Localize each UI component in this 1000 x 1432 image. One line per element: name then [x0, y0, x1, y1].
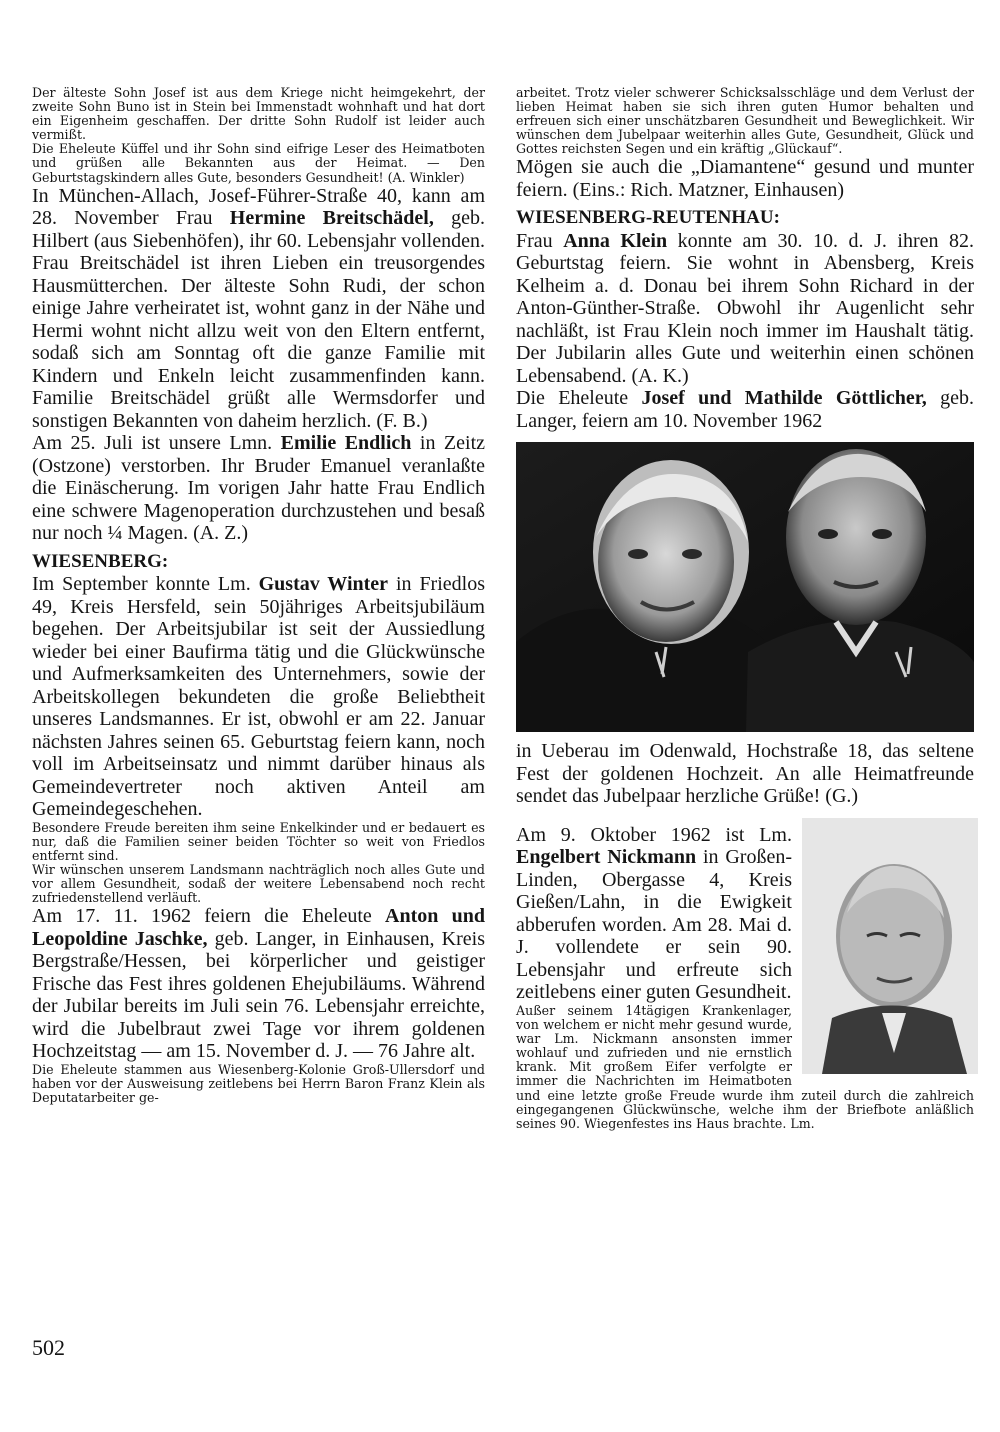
- paragraph-jaschke: Am 17. 11. 1962 feiern die Eheleute Anton und Leopoldine Jaschke, geb. Langer, in Einhausen, Kreis Bergstraße/Hessen, bei körperlicher und geistiger Frische das Fest ihres goldenen Ehejubiläums. Während der Jubilar bereits im Juli sein 76. Lebensjahr erreichte, wird die Jubelbraut zwei Tage vor ihrem goldenen Hochzeitstag — am 15. November d. J. — 76 Jahre alt.: [32, 905, 485, 1063]
- paragraph-winter: Im September konnte Lm. Gustav Winter in Friedlos 49, Kreis Hersfeld, sein 50jähriges Arbeitsjubiläum begehen. Der Arbeitsjubilar ist seit der Aussiedlung wieder bei einer Baufirma tätig und die Glückwünsche und Aufmerksamkeiten des Unternehmers, sowie der Arbeitskollegen bekundeten die große Beliebtheit unseres Landsmannes. Er ist, obwohl er am 22. Januar nächsten Jahres seinen 65. Geburtstag feiern kann, noch voll im Arbeitseinsatz und nimmt darüber hinaus als Gemeindevertreter noch aktiven Anteil am Gemeindegeschehen.: [32, 573, 485, 821]
- right-column: [516, 86, 974, 1131]
- name-anna-klein: Anna Klein: [563, 229, 668, 252]
- name-josef-mathilde-goettlicher: Josef und Mathilde Göttlicher,: [641, 387, 927, 410]
- heading-wiesenberg: WIESENBERG:: [32, 550, 169, 572]
- nickmann-block: [516, 824, 974, 1131]
- paragraph-endlich: Am 25. Juli ist unsere Lmn. Emilie Endlich in Zeitz (Ostzone) verstorben. Ihr Bruder Emanuel veranlaßte die Einäscherung. Im vorigen Jahr hatte Frau Endlich eine schwere Magenoperation durchzustehen und besaß nur noch ¼ Magen. (A. Z.): [32, 432, 486, 545]
- paragraph-breitschaedel: In München-Allach, Josef-Führer-Straße 40, kann am 28. November Frau Hermine Breitschädel, geb. Hilbert (aus Siebenhöfen), ihr 60. Lebensjahr vollenden. Frau Breitschädel ist ihren Lieben ein treusorgendes Hausmütterchen. Der älteste Sohn Rudi, der schon einige Jahre verheiratet ist, wohnt ganz in der Nähe und Hermi wohnt nicht allzu weit von den Eltern entfernt, sodaß sich am Sonntag oft die ganze Familie mit Kindern und Enkeln leicht zusammenfinden kann. Familie Breitschädel grüßt alle Wermsdorfer und sonstigen Bekannten von daheim herzlich. (F. B.): [32, 184, 485, 432]
- left-column: [32, 86, 485, 1105]
- paragraph-nickmann-cont: Außer seinem 14tägigen Krankenlager, von welchem er nicht mehr gesund wurde, war Lm. Nickmann ansonsten immer wohlauf und zufrieden und nie ernstlich krank. Mit großem Eifer verfolgte er immer die Nachrichten im Heimatboten und eine letzte große Freude wurde ihm zuteil durch die zahlreich eingegangenen Glückwünsche, welche ihm der Briefbote anläßlich seines 90. Wiegenfestes ins Haus brachte. Lm.: [516, 1002, 974, 1131]
- paragraph-nickmann: Am 9. Oktober 1962 ist Lm. Engelbert Nickmann in Großen-Linden, Obergasse 4, Kreis Gießen/Lahn, in die Ewigkeit abberufen worden. Am 28. Mai d. J. vollendete er sein 90. Lebensjahr und erfreute sich zeitlebens einer guten Gesundheit.: [516, 823, 793, 1004]
- paragraph-diamantene: Mögen sie auch die „Diamantene“ gesund und munter feiern. (Eins.: Rich. Matzner, Einhausen): [516, 156, 974, 201]
- paragraph-kueffel: Die Eheleute Küffel und ihr Sohn sind eifrige Leser des Heimatboten und grüßen alle Bekannten aus der Heimat. — Den Geburtstagskindern alles Gute, besonders Gesundheit! (A. Winkler): [32, 141, 485, 185]
- couple-photo: [516, 442, 974, 732]
- nickmann-photo: [802, 818, 978, 1074]
- name-hermine-breitschaedel: Hermine Breitschädel,: [229, 207, 434, 230]
- name-gustav-winter: Gustav Winter: [258, 573, 389, 596]
- name-emilie-endlich: Emilie Endlich: [280, 432, 412, 455]
- paragraph-wishes: Wir wünschen unserem Landsmann nachträglich noch alles Gute und vor allem Gesundheit, sodaß der weitere Lebensabend noch recht zufriedenstellend verläuft.: [32, 861, 485, 906]
- name-engelbert-nickmann: Engelbert Nickmann: [516, 846, 697, 869]
- page-number: 502: [32, 1335, 65, 1360]
- heading-wiesenberg-reutenhau: WIESENBERG-REUTENHAU:: [516, 207, 780, 229]
- paragraph-klein: Frau Anna Klein konnte am 30. 10. d. J. ihren 82. Geburtstag feiern. Sie wohnt in Abensberg, Kreis Kelheim a. d. Donau bei ihrem Sohn Richard in der Anton-Günther-Straße. Obwohl ihr Augenlicht sehr nachläßt, ist Frau Klein noch immer im Haushalt tätig. Der Jubilarin alles Gute und weiterhin einen schönen Lebensabend. (A. K.): [516, 229, 974, 387]
- paragraph-jaschke-cont: arbeitet. Trotz vieler schwerer Schicksalsschläge und dem Verlust der lieben Heimat haben sie sich ihren guten Humor behalten und erfreuen sich einer unschätzbaren Gesundheit und Beweglichkeit. Wir wünschen dem Jubelpaar weiterhin alles Gute, Gesundheit, Glück und Gottes reichsten Segen und ein kräftig „Glückauf“.: [516, 85, 974, 157]
- paragraph-sons: Der älteste Sohn Josef ist aus dem Kriege nicht heimgekehrt, der zweite Sohn Buno ist in Stein bei Immenstadt wohnhaft und hat dort ein Eigenheim geschaffen. Der dritte Sohn Rudolf ist leider auch vermißt.: [32, 85, 485, 143]
- paragraph-jaschke-origin: Die Eheleute stammen aus Wiesenberg-Kolonie Groß-Ullersdorf und haben vor der Ausweisung zeitlebens bei Herrn Baron Franz Klein als Deputatarbeiter ge-: [32, 1061, 485, 1105]
- paragraph-goettlicher-cont: in Ueberau im Odenwald, Hochstraße 18, das seltene Fest der goldenen Hochzeit. An alle Heimatfreunde sendet das Jubelpaar herzliche Grüße! (G.): [516, 740, 974, 808]
- name-anton-leopoldine-jaschke: Anton und Leopoldine Jaschke,: [32, 905, 485, 950]
- paragraph-enkelkinder: Besondere Freude bereiten ihm seine Enkelkinder und er bedauert es nur, daß die Familien seiner beiden Töchter so weit von Friedlos entfernt sind.: [32, 819, 485, 863]
- paragraph-goettlicher: Die Eheleute Josef und Mathilde Göttlicher, geb. Langer, feiern am 10. November 1962: [516, 387, 974, 432]
